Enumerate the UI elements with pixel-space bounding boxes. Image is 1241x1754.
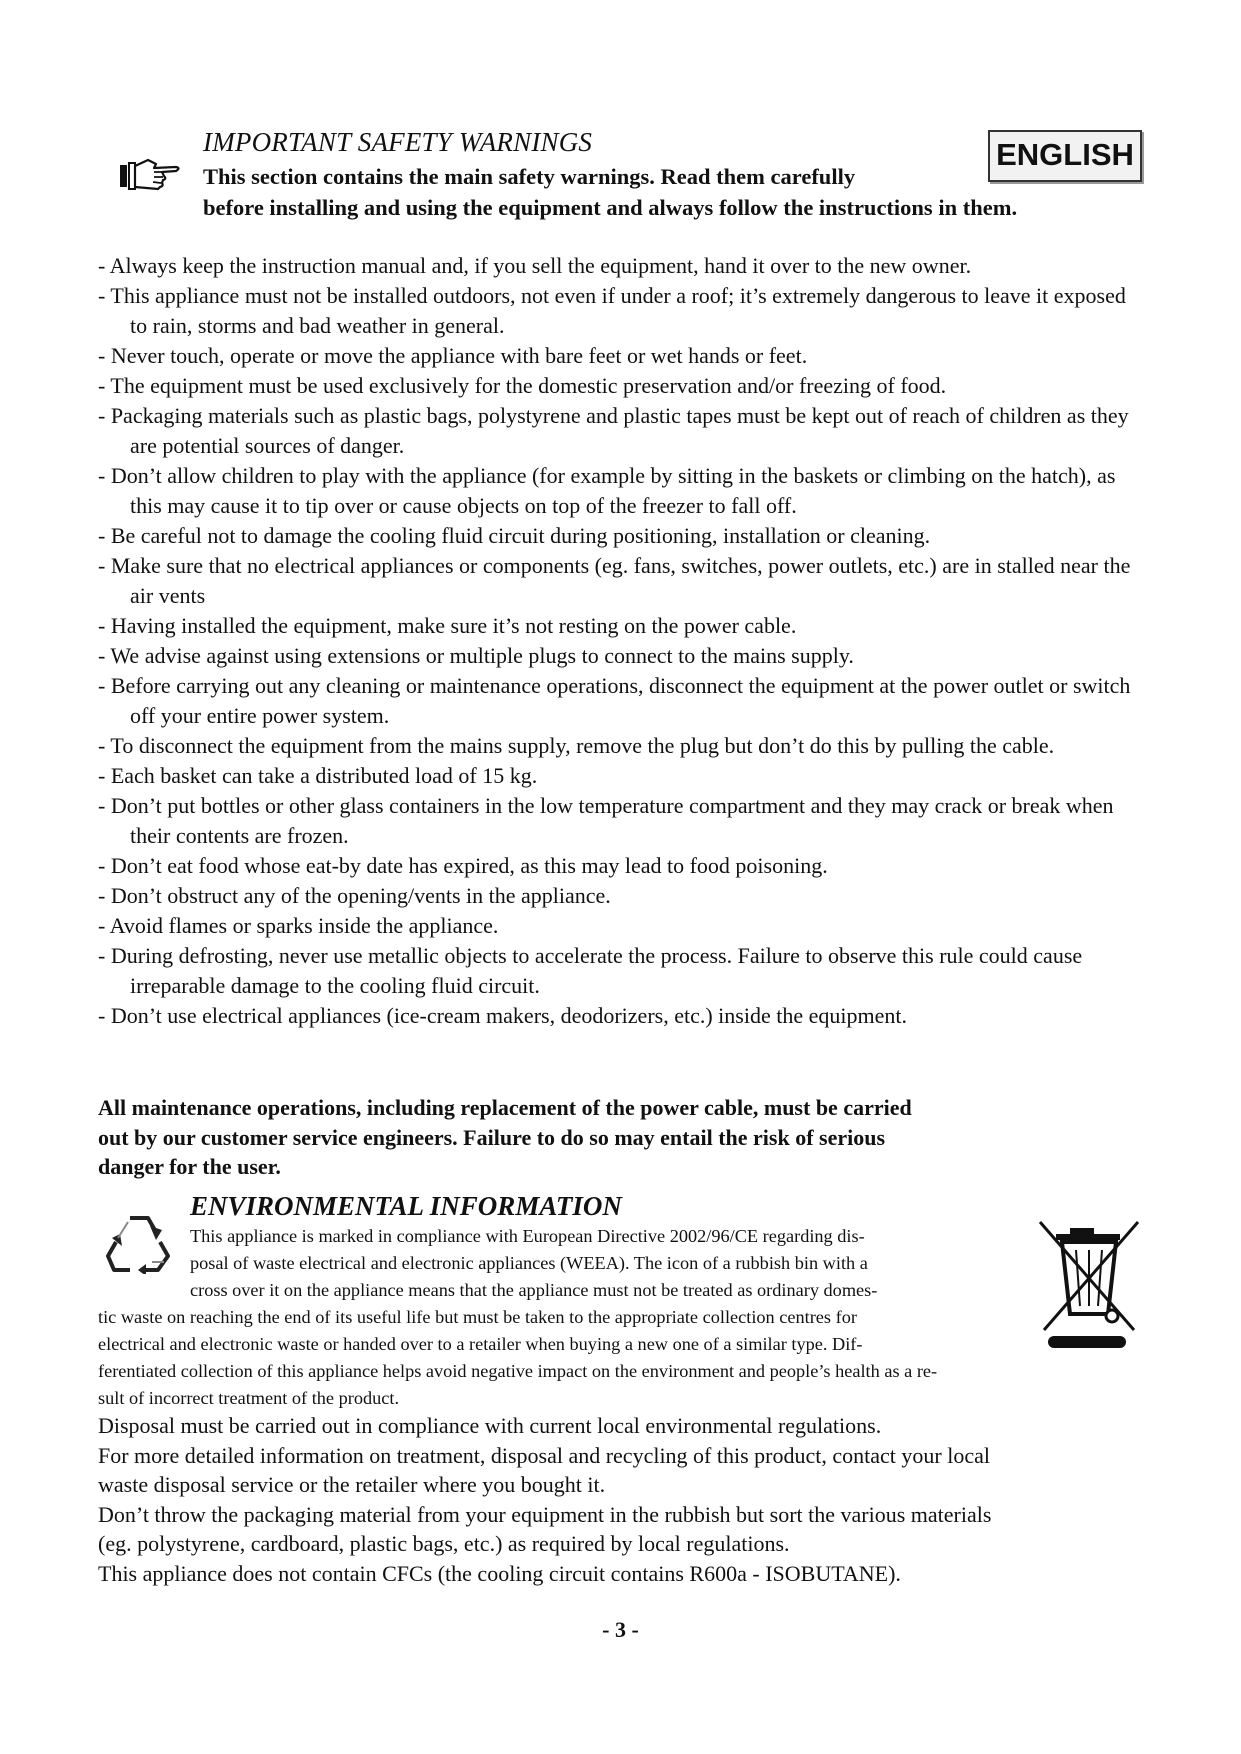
warning-item: - The equipment must be used exclusively for the domestic preservation and/or freezing of food. (98, 373, 947, 398)
crossed-bin-icon (1034, 1218, 1144, 1354)
page-number: - 3 - (602, 1617, 639, 1642)
warning-item: - During defrosting, never use metallic objects to accelerate the process. Failure to observe this rule could cause irreparable damage to the cooling fluid circuit. (98, 943, 1083, 998)
maintenance-line: All maintenance operations, including replacement of the power cable, must be carried (98, 1095, 912, 1120)
warning-item: - Make sure that no electrical appliances or components (eg. fans, switches, power outlets, etc.) are in stalled near the air vents (98, 553, 1131, 608)
environment-text-line: posal of waste electrical and electronic appliances (WEEA). The icon of a rubbish bin with a (190, 1253, 868, 1273)
warning-item: - Don’t allow children to play with the appliance (for example by sitting in the baskets or climbing on the hatch), as this may cause it to tip over or cause objects on top of the freezer to fall off. (98, 463, 1116, 518)
environment-title: ENVIRONMENTAL INFORMATION (190, 1191, 622, 1221)
warning-item: - Don’t obstruct any of the opening/vents in the appliance. (98, 883, 611, 908)
warning-item: - Packaging materials such as plastic bags, polystyrene and plastic tapes must be kept out of reach of children as they are potential sources of danger. (98, 403, 1129, 458)
warning-item: - Avoid flames or sparks inside the appliance. (98, 913, 499, 938)
maintenance-line: danger for the user. (98, 1154, 281, 1179)
warning-item: - Be careful not to damage the cooling fluid circuit during positioning, installation or cleaning. (98, 523, 931, 548)
environment-text-line: cross over it on the appliance means that the appliance must not be treated as ordinary domes- (190, 1280, 878, 1300)
warning-item: - Each basket can take a distributed load of 15 kg. (98, 763, 538, 788)
environment-text-line: electrical and electronic waste or handed over to a retailer when buying a new one of a similar type. Dif- (98, 1334, 863, 1354)
disposal-paragraph: waste disposal service or the retailer where you bought it. (98, 1472, 606, 1497)
warning-item: - This appliance must not be installed outdoors, not even if under a roof; it’s extremely dangerous to leave it exposed to rain, storms and bad weather in general. (98, 283, 1126, 338)
warning-item: - Always keep the instruction manual and, if you sell the equipment, hand it over to the new owner. (98, 253, 972, 278)
maintenance-notice (98, 1093, 1058, 1182)
disposal-paragraph: This appliance does not contain CFCs (the cooling circuit contains R600a - ISOBUTANE). (98, 1560, 901, 1586)
warning-item: - Having installed the equipment, make sure it’s not resting on the power cable. (98, 613, 797, 638)
language-badge: ENGLISH (988, 130, 1142, 182)
disposal-paragraph: Disposal must be carried out in compliance with current local environmental regulations. (98, 1413, 882, 1438)
disposal-text (98, 1411, 1148, 1588)
warning-item: - Never touch, operate or move the appliance with bare feet or wet hands or feet. (98, 343, 808, 368)
warning-item: - Don’t put bottles or other glass containers in the low temperature compartment and they may crack or break when their contents are frozen. (98, 793, 1114, 848)
pointing-hand-icon (118, 156, 184, 192)
environment-text-line: tic waste on reaching the end of its useful life but must be taken to the appropriate collection centres for (98, 1307, 857, 1327)
intro-line: before installing and using the equipment and always follow the instructions in them. (203, 195, 1018, 220)
disposal-paragraph: (eg. polystyrene, cardboard, plastic bags, etc.) as required by local regulations. (98, 1531, 790, 1556)
warning-item: - We advise against using extensions or multiple plugs to connect to the mains supply. (98, 643, 854, 668)
section-title: IMPORTANT SAFETY WARNINGS (203, 127, 593, 157)
disposal-paragraph: For more detailed information on treatment, disposal and recycling of this product, contact your local (98, 1442, 990, 1468)
warning-item: - Don’t eat food whose eat-by date has expired, as this may lead to food poisoning. (98, 853, 828, 878)
environment-text-line: This appliance is marked in compliance with European Directive 2002/96/CE regarding dis- (190, 1226, 865, 1246)
warning-item: - Don’t use electrical appliances (ice-cream makers, deodorizers, etc.) inside the equipment. (98, 1003, 907, 1028)
safety-warnings-list (98, 251, 1148, 1031)
intro-text (203, 161, 1123, 223)
warning-item: - Before carrying out any cleaning or maintenance operations, disconnect the equipment at the power outlet or switch off your entire power system. (98, 673, 1131, 728)
intro-line: This section contains the main safety warnings. Read them carefully (203, 164, 856, 189)
warning-item: - To disconnect the equipment from the mains supply, remove the plug but don’t do this by pulling the cable. (98, 733, 1055, 758)
environment-text-line: sult of incorrect treatment of the product. (98, 1388, 400, 1408)
environment-text-line: ferentiated collection of this appliance helps avoid negative impact on the environment and people’s health as a re- (98, 1361, 938, 1381)
disposal-paragraph: Don’t throw the packaging material from your equipment in the rubbish but sort the various materials (98, 1501, 992, 1527)
maintenance-line: out by our customer service engineers. Failure to do so may entail the risk of serious (98, 1124, 886, 1150)
recycle-icon (104, 1212, 174, 1274)
